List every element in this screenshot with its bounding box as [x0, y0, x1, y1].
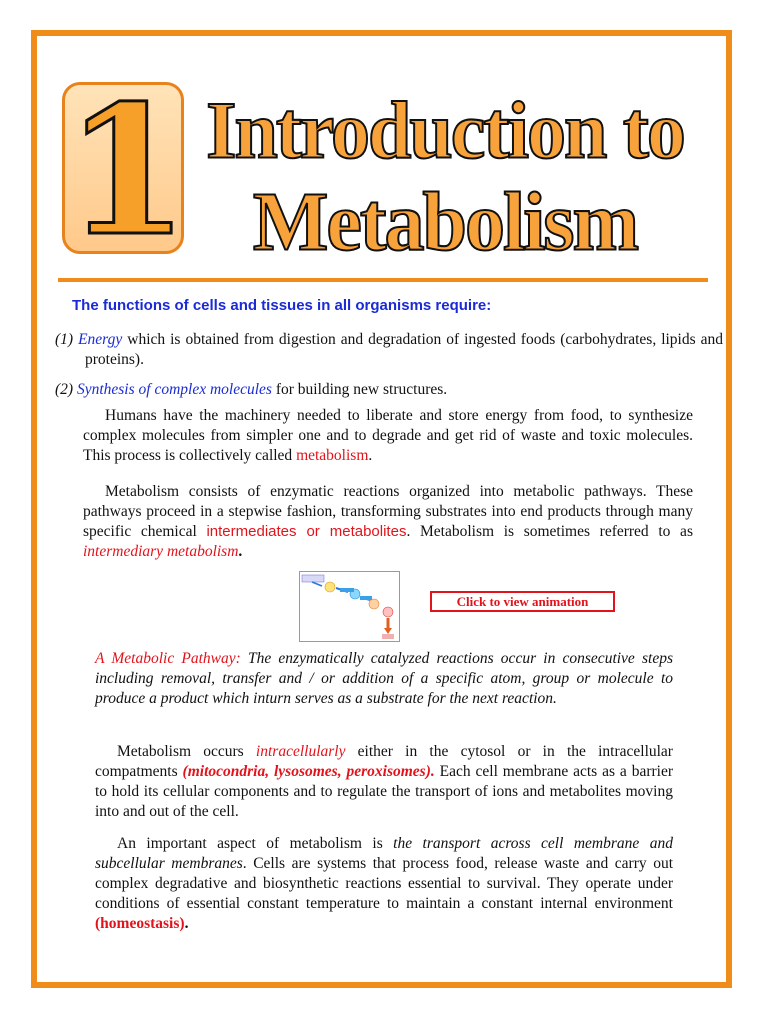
- para2-term2: intermediary metabolism: [83, 543, 239, 560]
- intro-heading: The functions of cells and tissues in all organisms require:: [72, 297, 492, 314]
- item-energy: [55, 330, 723, 370]
- item1-marker: (1): [55, 331, 74, 348]
- metabolic-pathway-thumbnail[interactable]: [299, 571, 400, 642]
- definition-term: A Metabolic Pathway:: [95, 650, 241, 667]
- para2-term: intermediates or metabolites: [206, 523, 407, 540]
- para3-term: intracellularly: [255, 743, 346, 760]
- para1-term: metabolism: [296, 447, 369, 464]
- item-synthesis: [55, 380, 693, 400]
- para3-a: Metabolism occurs: [117, 743, 256, 760]
- paragraph-transport: [95, 834, 673, 934]
- item2-marker: (2): [55, 381, 74, 398]
- paragraph-machinery: [83, 406, 693, 466]
- item2-term: Synthesis of complex molecules: [76, 381, 272, 398]
- para1-end: .: [368, 447, 373, 464]
- para4-a: An important aspect of metabolism is: [117, 835, 394, 852]
- title-line-2: Metabolism: [252, 175, 638, 269]
- para4-italic: the transport across cell membrane and subcellular membranes: [95, 835, 673, 872]
- para3-b: either in the cytosol or in the intracellular compatments: [95, 743, 673, 780]
- para4-end: .: [184, 915, 189, 932]
- definition-text: The enzymatically catalyzed reactions occur in consecutive steps including removal, transfer and / or addition of a specific atom, group or molecule to produce a product which inturn serves as a substrate for the next reaction.: [95, 650, 673, 707]
- title-line-1: Introduction to: [206, 83, 684, 176]
- para3-term2: (mitocondria, lysosomes, peroxisomes).: [182, 763, 435, 780]
- title-divider: [58, 278, 708, 282]
- item1-text: which is obtained from digestion and degradation of ingested foods (carbohydrates, lipids and proteins).: [85, 331, 724, 368]
- para2-end: .: [238, 543, 243, 560]
- paragraph-pathways: [83, 482, 693, 562]
- para4-b: . Cells are systems that process food, release waste and carry out complex degradative and biosynthetic reactions essential to survival. They operate under conditions of essential constant temperature to maintain a constant internal environment: [95, 855, 673, 912]
- para2-text: Metabolism consists of enzymatic reactions organized into metabolic pathways. These pathways proceed in a stepwise fashion, transforming substrates into end products through many specific chemical: [83, 483, 693, 540]
- item2-text: for building new structures.: [271, 381, 448, 398]
- chapter-number-badge: [62, 66, 189, 275]
- view-animation-button[interactable]: Click to view animation: [430, 591, 615, 612]
- page-title: [200, 84, 690, 268]
- chapter-number: 1: [65, 66, 189, 275]
- para2-mid: . Metabolism is sometimes referred to as: [406, 523, 693, 540]
- metabolic-pathway-definition: [95, 649, 673, 709]
- pathway-diagram-icon: [300, 572, 399, 641]
- para1-text: Humans have the machinery needed to liberate and store energy from food, to synthesize complex molecules from simpler one and to degrade and get rid of waste and toxic molecules. This process is collectively called: [83, 407, 693, 464]
- para3-c: Each cell membrane acts as a barrier to hold its cellular components and to regulate the transport of ions and metabolites moving into and out of the cell.: [95, 763, 673, 820]
- para4-term: (homeostasis): [95, 915, 185, 932]
- paragraph-intracellular: [95, 742, 673, 822]
- item1-term: Energy: [78, 331, 123, 348]
